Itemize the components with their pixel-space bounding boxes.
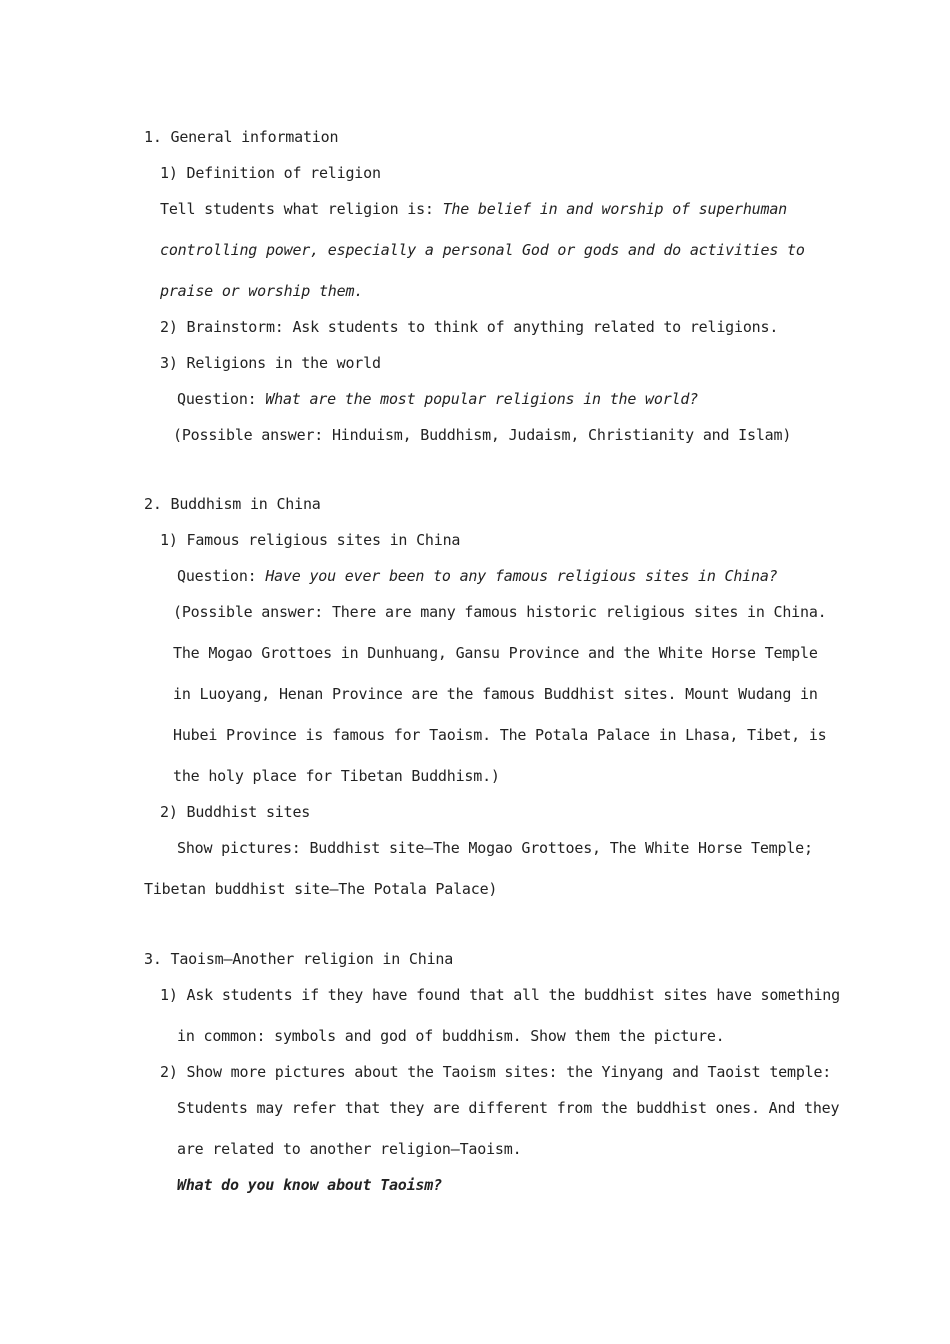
taoism-question: What do you know about Taoism? <box>177 1176 442 1194</box>
section2-answer-line4: Hubei Province is famous for Taoism. The Potala Palace in Lhasa, Tibet, is <box>173 726 827 744</box>
question-text: Have you ever been to any famous religious sites in China? <box>265 567 778 585</box>
section2-item1-question <box>177 566 778 586</box>
section3-heading: 3. Taoism—Another religion in China <box>144 950 454 968</box>
religion-definition-part2: controlling power, especially a personal God or gods and do activities to <box>160 241 805 259</box>
section3-item2-line3: are related to another religion—Taoism. <box>177 1140 522 1158</box>
section2-heading: 2. Buddhism in China <box>144 495 321 513</box>
religion-definition-part3: praise or worship them. <box>160 282 364 300</box>
question-label: Question: <box>177 390 266 408</box>
section1-item3-question <box>177 389 698 409</box>
question-text: What are the most popular religions in the world? <box>265 390 699 408</box>
section3-item1-line1: 1) Ask students if they have found that all the buddhist sites have something <box>160 986 840 1004</box>
section2-answer-line3: in Luoyang, Henan Province are the famous Buddhist sites. Mount Wudang in <box>173 685 818 703</box>
section1-item3-title: 3) Religions in the world <box>160 354 381 372</box>
section2-answer-line2: The Mogao Grottoes in Dunhuang, Gansu Province and the White Horse Temple <box>173 644 818 662</box>
question-label: Question: <box>177 567 266 585</box>
religion-definition-part1: The belief in and worship of superhuman <box>442 200 787 218</box>
section3-item2-line2: Students may refer that they are different from the buddhist ones. And they <box>177 1099 840 1117</box>
section3-item2-line1: 2) Show more pictures about the Taoism sites: the Yinyang and Taoist temple: <box>160 1063 832 1081</box>
section2-item2-title: 2) Buddhist sites <box>160 803 311 821</box>
section2-item2-line1: Show pictures: Buddhist site—The Mogao Grottoes, The White Horse Temple; <box>177 839 813 857</box>
section2-answer-line5: the holy place for Tibetan Buddhism.) <box>173 767 500 785</box>
section1-item1-line1 <box>160 199 787 219</box>
section2-item2-line2: Tibetan buddhist site—The Potala Palace) <box>144 880 498 898</box>
section1-item3-answer: (Possible answer: Hinduism, Buddhism, Judaism, Christianity and Islam) <box>173 426 792 444</box>
section2-item1-title: 1) Famous religious sites in China <box>160 531 461 549</box>
section1-item1-prefix: Tell students what religion is: <box>160 200 443 218</box>
section1-item1-title: 1) Definition of religion <box>160 164 381 182</box>
section3-item1-line2: in common: symbols and god of buddhism. Show them the picture. <box>177 1027 725 1045</box>
section2-answer-line1: (Possible answer: There are many famous historic religious sites in China. <box>173 603 827 621</box>
section1-heading: 1. General information <box>144 128 339 146</box>
section1-item2: 2) Brainstorm: Ask students to think of anything related to religions. <box>160 318 779 336</box>
